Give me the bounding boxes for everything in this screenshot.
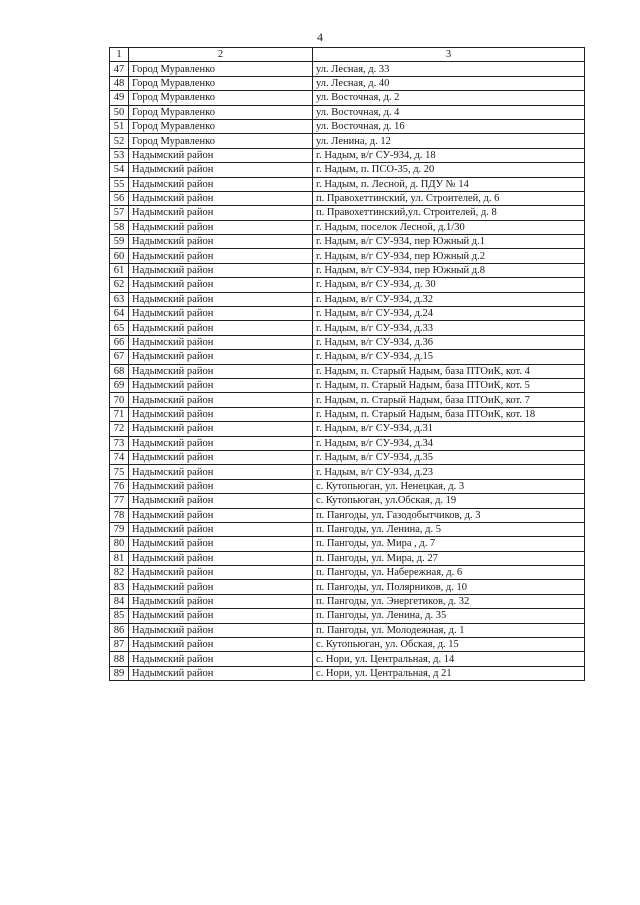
table-row xyxy=(110,364,585,378)
area-cell: Надымский район xyxy=(129,321,313,335)
area-cell: Надымский район xyxy=(129,249,313,263)
table-row xyxy=(110,249,585,263)
address-cell: г. Надым, в/г СУ-934, пер Южный д.1 xyxy=(313,235,585,249)
row-number-cell: 82 xyxy=(110,566,129,580)
row-number-cell: 65 xyxy=(110,321,129,335)
area-cell: Надымский район xyxy=(129,666,313,680)
row-number-cell: 53 xyxy=(110,148,129,162)
table-row xyxy=(110,263,585,277)
address-cell: г. Надым, в/г СУ-934, д. 30 xyxy=(313,278,585,292)
address-cell: г. Надым, п. Старый Надым, база ПТОиК, кот. 7 xyxy=(313,393,585,407)
address-cell: п. Пангоды, ул. Газодобытчиков, д. 3 xyxy=(313,508,585,522)
address-cell: ул. Восточная, д. 2 xyxy=(313,91,585,105)
area-cell: Надымский район xyxy=(129,292,313,306)
table-row xyxy=(110,594,585,608)
area-cell: Надымский район xyxy=(129,378,313,392)
column-header-3: 3 xyxy=(313,48,585,62)
area-cell: Надымский район xyxy=(129,609,313,623)
table-row xyxy=(110,436,585,450)
address-cell: п. Правохеттинский, ул. Строителей, д. 6 xyxy=(313,191,585,205)
area-cell: Город Муравленко xyxy=(129,105,313,119)
table-row xyxy=(110,350,585,364)
row-number-cell: 47 xyxy=(110,62,129,76)
area-cell: Надымский район xyxy=(129,148,313,162)
table-row xyxy=(110,652,585,666)
address-cell: г. Надым, п. ПСО-35, д. 20 xyxy=(313,163,585,177)
address-cell: г. Надым, в/г СУ-934, д.23 xyxy=(313,465,585,479)
table-row xyxy=(110,551,585,565)
address-cell: г. Надым, в/г СУ-934, д.33 xyxy=(313,321,585,335)
address-cell: г. Надым, в/г СУ-934, д.35 xyxy=(313,450,585,464)
area-cell: Надымский район xyxy=(129,177,313,191)
row-number-cell: 51 xyxy=(110,119,129,133)
address-table xyxy=(109,47,585,681)
column-header-1: 1 xyxy=(110,48,129,62)
area-cell: Надымский район xyxy=(129,623,313,637)
address-cell: п. Пангоды, ул. Ленина, д. 5 xyxy=(313,522,585,536)
address-cell: с. Кутопьюган, ул.Обская, д. 19 xyxy=(313,494,585,508)
area-cell: Надымский район xyxy=(129,335,313,349)
table-row xyxy=(110,177,585,191)
area-cell: Город Муравленко xyxy=(129,134,313,148)
table-body xyxy=(110,62,585,681)
row-number-cell: 84 xyxy=(110,594,129,608)
table-row xyxy=(110,522,585,536)
row-number-cell: 71 xyxy=(110,407,129,421)
address-cell: ул. Лесная, д. 33 xyxy=(313,62,585,76)
table-row xyxy=(110,609,585,623)
address-cell: г. Надым, п. Лесной, д. ПДУ № 14 xyxy=(313,177,585,191)
address-cell: с. Кутопьюган, ул. Ненецкая, д. 3 xyxy=(313,479,585,493)
area-cell: Надымский район xyxy=(129,235,313,249)
row-number-cell: 87 xyxy=(110,638,129,652)
address-cell: г. Надым, в/г СУ-934, д.24 xyxy=(313,307,585,321)
row-number-cell: 63 xyxy=(110,292,129,306)
address-cell: г. Надым, в/г СУ-934, д.34 xyxy=(313,436,585,450)
page-number: 4 xyxy=(317,30,323,44)
row-number-cell: 49 xyxy=(110,91,129,105)
address-cell: г. Надым, в/г СУ-934, д.36 xyxy=(313,335,585,349)
row-number-cell: 61 xyxy=(110,263,129,277)
table-row xyxy=(110,393,585,407)
table-row xyxy=(110,134,585,148)
area-cell: Надымский район xyxy=(129,594,313,608)
row-number-cell: 77 xyxy=(110,494,129,508)
address-cell: п. Пангоды, ул. Полярников, д. 10 xyxy=(313,580,585,594)
row-number-cell: 72 xyxy=(110,422,129,436)
address-cell: г. Надым, в/г СУ-934, д.32 xyxy=(313,292,585,306)
area-cell: Надымский район xyxy=(129,551,313,565)
table-row xyxy=(110,623,585,637)
table-row xyxy=(110,105,585,119)
row-number-cell: 64 xyxy=(110,307,129,321)
table-row xyxy=(110,220,585,234)
table-row xyxy=(110,76,585,90)
table-row xyxy=(110,407,585,421)
table-row xyxy=(110,422,585,436)
address-cell: п. Пангоды, ул. Энергетиков, д. 32 xyxy=(313,594,585,608)
address-cell: ул. Ленина, д. 12 xyxy=(313,134,585,148)
area-cell: Надымский район xyxy=(129,508,313,522)
area-cell: Надымский район xyxy=(129,263,313,277)
area-cell: Надымский район xyxy=(129,191,313,205)
row-number-cell: 68 xyxy=(110,364,129,378)
table-row xyxy=(110,191,585,205)
address-cell: ул. Восточная, д. 4 xyxy=(313,105,585,119)
row-number-cell: 52 xyxy=(110,134,129,148)
address-cell: п. Пангоды, ул. Мира, д. 27 xyxy=(313,551,585,565)
row-number-cell: 55 xyxy=(110,177,129,191)
row-number-cell: 74 xyxy=(110,450,129,464)
area-cell: Надымский район xyxy=(129,494,313,508)
table-row xyxy=(110,566,585,580)
area-cell: Надымский район xyxy=(129,436,313,450)
area-cell: Надымский район xyxy=(129,652,313,666)
row-number-cell: 50 xyxy=(110,105,129,119)
row-number-cell: 79 xyxy=(110,522,129,536)
table-row xyxy=(110,91,585,105)
table-row xyxy=(110,62,585,76)
area-cell: Город Муравленко xyxy=(129,62,313,76)
table-row xyxy=(110,335,585,349)
row-number-cell: 67 xyxy=(110,350,129,364)
address-cell: п. Пангоды, ул. Набережная, д. 6 xyxy=(313,566,585,580)
area-cell: Надымский район xyxy=(129,393,313,407)
row-number-cell: 59 xyxy=(110,235,129,249)
address-cell: г. Надым, в/г СУ-934, д.31 xyxy=(313,422,585,436)
table-row xyxy=(110,450,585,464)
area-cell: Надымский район xyxy=(129,422,313,436)
header-row xyxy=(110,48,585,62)
area-cell: Надымский район xyxy=(129,465,313,479)
address-cell: п. Правохеттинский,ул. Строителей, д. 8 xyxy=(313,206,585,220)
area-cell: Город Муравленко xyxy=(129,119,313,133)
row-number-cell: 56 xyxy=(110,191,129,205)
table-row xyxy=(110,163,585,177)
table-row xyxy=(110,235,585,249)
table-row xyxy=(110,494,585,508)
address-cell: г. Надым, в/г СУ-934, пер Южный д.2 xyxy=(313,249,585,263)
area-cell: Надымский район xyxy=(129,479,313,493)
row-number-cell: 54 xyxy=(110,163,129,177)
table-row xyxy=(110,479,585,493)
area-cell: Надымский район xyxy=(129,206,313,220)
area-cell: Надымский район xyxy=(129,278,313,292)
address-cell: п. Пангоды, ул. Ленина, д. 35 xyxy=(313,609,585,623)
table-row xyxy=(110,580,585,594)
row-number-cell: 88 xyxy=(110,652,129,666)
address-cell: г. Надым, в/г СУ-934, пер Южный д.8 xyxy=(313,263,585,277)
row-number-cell: 58 xyxy=(110,220,129,234)
area-cell: Надымский район xyxy=(129,350,313,364)
area-cell: Город Муравленко xyxy=(129,76,313,90)
row-number-cell: 69 xyxy=(110,378,129,392)
table-row xyxy=(110,278,585,292)
address-cell: г. Надым, п. Старый Надым, база ПТОиК, кот. 5 xyxy=(313,378,585,392)
table-header xyxy=(110,48,585,62)
row-number-cell: 86 xyxy=(110,623,129,637)
row-number-cell: 70 xyxy=(110,393,129,407)
table-row xyxy=(110,378,585,392)
table-row xyxy=(110,292,585,306)
row-number-cell: 73 xyxy=(110,436,129,450)
row-number-cell: 81 xyxy=(110,551,129,565)
row-number-cell: 62 xyxy=(110,278,129,292)
row-number-cell: 75 xyxy=(110,465,129,479)
table-row xyxy=(110,148,585,162)
row-number-cell: 57 xyxy=(110,206,129,220)
table-row xyxy=(110,321,585,335)
address-cell: г. Надым, п. Старый Надым, база ПТОиК, кот. 4 xyxy=(313,364,585,378)
row-number-cell: 48 xyxy=(110,76,129,90)
area-cell: Надымский район xyxy=(129,364,313,378)
address-cell: г. Надым, в/г СУ-934, д.15 xyxy=(313,350,585,364)
address-cell: г. Надым, п. Старый Надым, база ПТОиК, кот. 18 xyxy=(313,407,585,421)
address-cell: с. Нори, ул. Центральная, д 21 xyxy=(313,666,585,680)
table-row xyxy=(110,307,585,321)
row-number-cell: 76 xyxy=(110,479,129,493)
area-cell: Надымский район xyxy=(129,407,313,421)
row-number-cell: 60 xyxy=(110,249,129,263)
row-number-cell: 66 xyxy=(110,335,129,349)
area-cell: Надымский район xyxy=(129,522,313,536)
area-cell: Надымский район xyxy=(129,580,313,594)
column-header-2: 2 xyxy=(129,48,313,62)
row-number-cell: 89 xyxy=(110,666,129,680)
address-cell: с. Кутопьюган, ул. Обская, д. 15 xyxy=(313,638,585,652)
address-cell: ул. Лесная, д. 40 xyxy=(313,76,585,90)
area-cell: Надымский район xyxy=(129,307,313,321)
address-cell: п. Пангоды, ул. Молодежная, д. 1 xyxy=(313,623,585,637)
table-row xyxy=(110,666,585,680)
address-cell: ул. Восточная, д. 16 xyxy=(313,119,585,133)
address-cell: г. Надым, в/г СУ-934, д. 18 xyxy=(313,148,585,162)
table-row xyxy=(110,119,585,133)
area-cell: Надымский район xyxy=(129,450,313,464)
area-cell: Надымский район xyxy=(129,220,313,234)
table-row xyxy=(110,206,585,220)
address-cell: г. Надым, поселок Лесной, д.1/30 xyxy=(313,220,585,234)
table-row xyxy=(110,465,585,479)
area-cell: Город Муравленко xyxy=(129,91,313,105)
row-number-cell: 83 xyxy=(110,580,129,594)
area-cell: Надымский район xyxy=(129,163,313,177)
table-row xyxy=(110,638,585,652)
table-row xyxy=(110,537,585,551)
row-number-cell: 78 xyxy=(110,508,129,522)
row-number-cell: 85 xyxy=(110,609,129,623)
area-cell: Надымский район xyxy=(129,537,313,551)
area-cell: Надымский район xyxy=(129,566,313,580)
address-cell: с. Нори, ул. Центральная, д. 14 xyxy=(313,652,585,666)
address-cell: п. Пангоды, ул. Мира , д. 7 xyxy=(313,537,585,551)
table-row xyxy=(110,508,585,522)
area-cell: Надымский район xyxy=(129,638,313,652)
row-number-cell: 80 xyxy=(110,537,129,551)
